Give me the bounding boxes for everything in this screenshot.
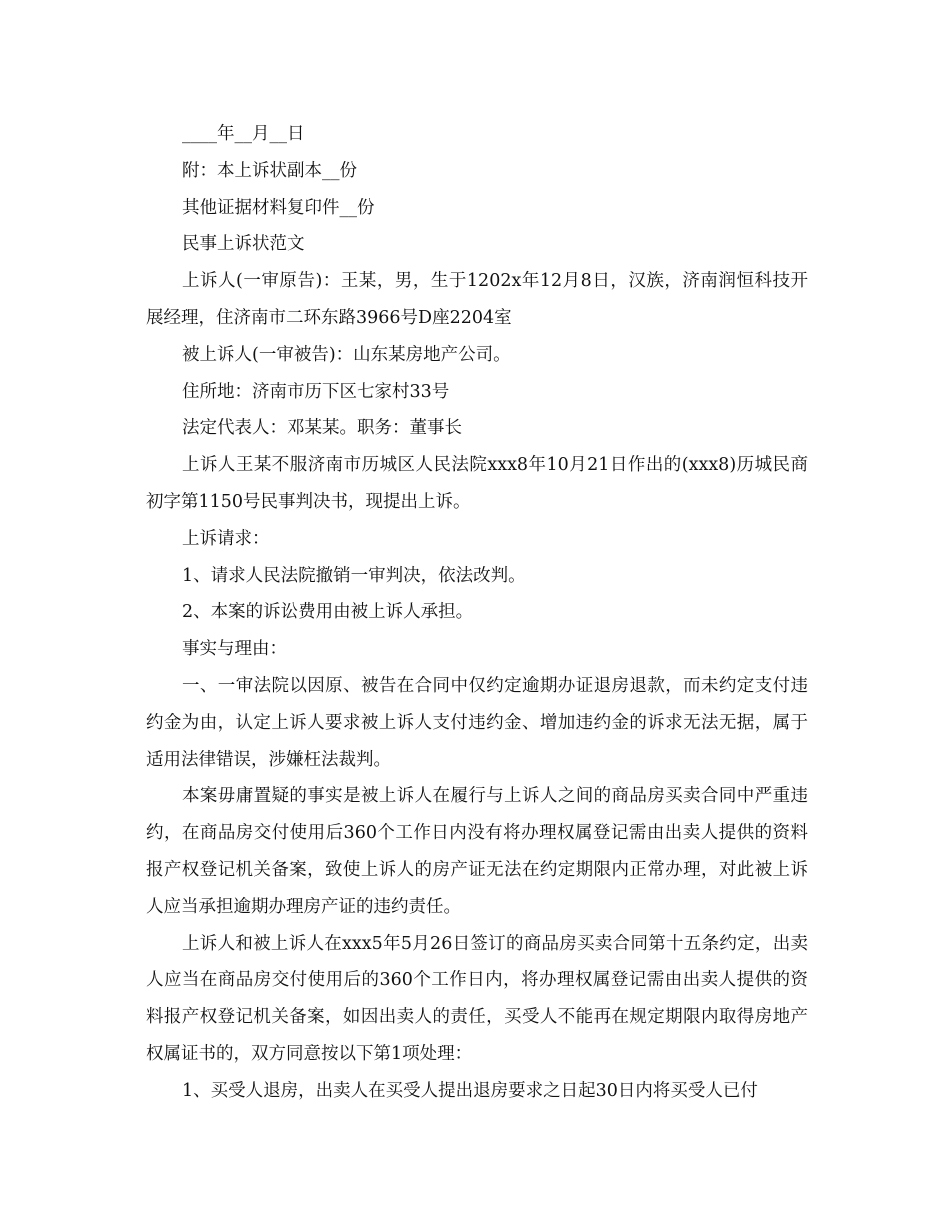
legal-representative: 法定代表人：邓某某。职务：董事长 xyxy=(182,418,462,439)
appeal-requests-heading: 上诉请求： xyxy=(182,528,270,549)
reason-paragraph-3: 上诉人和被上诉人在xxx5年5月26日签订的商品房买卖合同第十五条约定，出卖人应当在商品房交付使用后的360个工作日内，将办理权属登记需由出卖人提供的资料报产权登记机关备案，如因出卖人的责任，买受人不能再在规定期限内取得房地产权属证书的，双方同意按以下第1项处理： xyxy=(146,933,808,1064)
reason-paragraph-1: 一、一审法院以因原、被告在合同中仅约定逾期办证退房退款，而未约定支付违约金为由，认定上诉人要求被上诉人支付违约金、增加违约金的诉求无法无据，属于适用法律错误，涉嫌枉法裁判。 xyxy=(146,675,808,770)
appeal-request-1: 1、请求人民法院撤销一审判决，依法改判。 xyxy=(182,565,526,586)
date-line: ____年__月__日 xyxy=(182,124,305,144)
reason-paragraph-4: 1、买受人退房，出卖人在买受人提出退房要求之日起30日内将买受人已付 xyxy=(182,1080,758,1101)
appellee-address: 住所地：济南市历下区七家村33号 xyxy=(182,381,450,402)
appellant-info: 上诉人(一审原告)：王某，男，生于1202x年12月8日，汉族，济南润恒科技开展经理，住济南市二环东路3966号D座2204室 xyxy=(146,271,808,328)
section-title: 民事上诉状范文 xyxy=(182,234,305,255)
document-body xyxy=(146,116,808,1110)
attachment-copies-line: 附：本上诉状副本__份 xyxy=(182,160,357,181)
appeal-request-2: 2、本案的诉讼费用由被上诉人承担。 xyxy=(182,602,474,623)
reason-paragraph-2: 本案毋庸置疑的事实是被上诉人在履行与上诉人之间的商品房买卖合同中严重违约，在商品房交付使用后360个工作日内没有将办理权属登记需由出卖人提供的资料报产权登记机关备案，致使上诉人的房产证无法在约定期限内正常办理，对此被上诉人应当承担逾期办理房产证的违约责任。 xyxy=(146,786,808,917)
facts-and-reasons-heading: 事实与理由： xyxy=(182,639,287,660)
appeal-statement: 上诉人王某不服济南市历城区人民法院xxx8年10月21日作出的(xxx8)历城民商初字第1150号民事判决书，现提出上诉。 xyxy=(146,455,808,512)
evidence-copies-line: 其他证据材料复印件__份 xyxy=(182,197,375,218)
appellee-info: 被上诉人(一审被告)：山东某房地产公司。 xyxy=(182,344,511,365)
